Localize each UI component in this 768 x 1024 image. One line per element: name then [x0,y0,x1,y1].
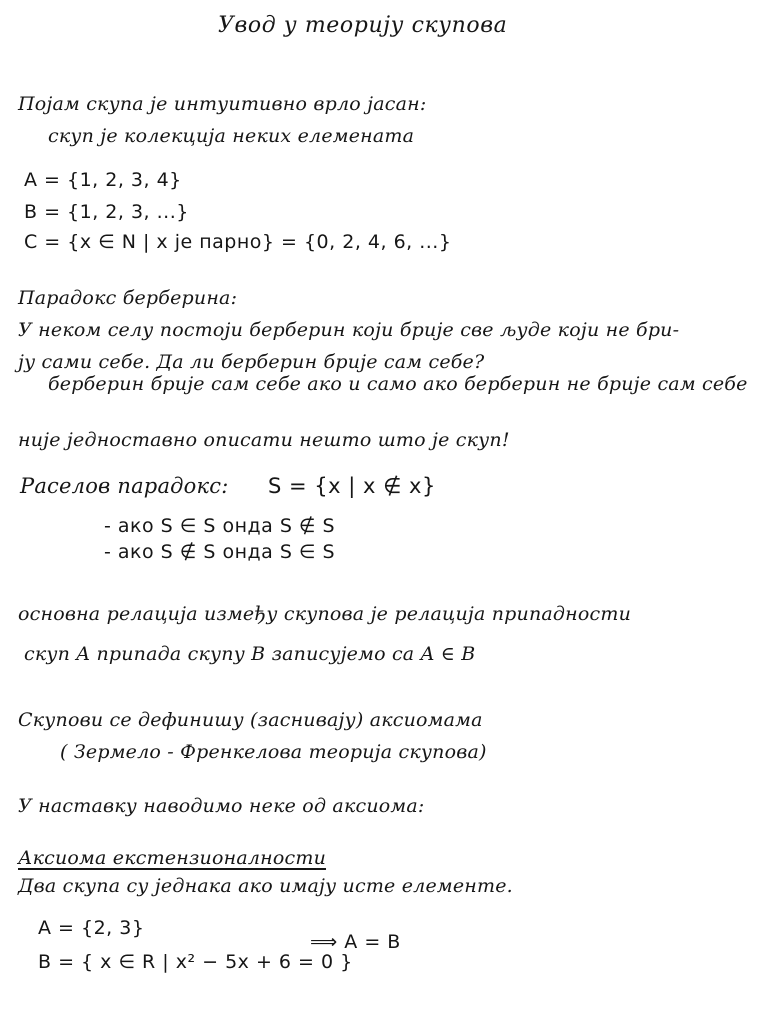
example-set-b: B = { x ∈ R | x² − 5x + 6 = 0 } [38,951,353,973]
extensionality-axiom-statement: Два скупа су једнака ако имају исте елементе. [18,875,513,897]
membership-relation-line-1: основна релација између скупова је релација припадности [18,603,632,625]
russell-set-formula: S = {x | x ∉ x} [268,474,436,498]
russell-paradox-heading: Раселов парадокс: [20,474,229,498]
implication-a-equals-b: ⟹ A = B [310,931,401,953]
set-c-definition: C = {x ∈ N | x је парно} = {0, 2, 4, 6, ...} [24,231,452,253]
barber-paradox-conclusion: није једноставно описати нешто што је скуп! [18,429,510,451]
page-title: Увод у теорију скупова [218,13,508,38]
intro-line-2: скуп је колекција неких елемената [48,125,415,147]
axioms-intro-line-1: Скупови се дефинишу (заснивају) аксиомама [18,709,483,731]
example-set-a: A = {2, 3} [38,917,145,939]
barber-paradox-heading: Парадокс берберина: [18,287,238,309]
russell-case-2: - ако S ∉ S онда S ∈ S [104,541,336,563]
barber-paradox-line-3: берберин брије сам себе ако и само ако берберин не брије сам себе [48,373,748,395]
axioms-intro-line-3: У наставку наводимо неке од аксиома: [18,795,425,817]
barber-paradox-line-1: У неком селу постоји берберин који брије све људе који не бри- [18,319,680,341]
russell-case-1: - ако S ∈ S онда S ∉ S [104,515,336,537]
set-b-definition: B = {1, 2, 3, ...} [24,201,189,223]
barber-paradox-line-2: ју сами себе. Да ли берберин брије сам себе? [18,351,485,373]
extensionality-axiom-heading: Аксиома екстензионалности [18,847,327,869]
intro-line-1: Појам скупа је интуитивно врло јасан: [18,93,427,115]
membership-relation-line-2: скуп A припада скупу B записујемо са A ∈ B [24,643,476,665]
set-a-definition: A = {1, 2, 3, 4} [24,169,182,191]
axioms-intro-line-2: ( Зермело - Френкелова теорија скупова) [60,741,487,763]
